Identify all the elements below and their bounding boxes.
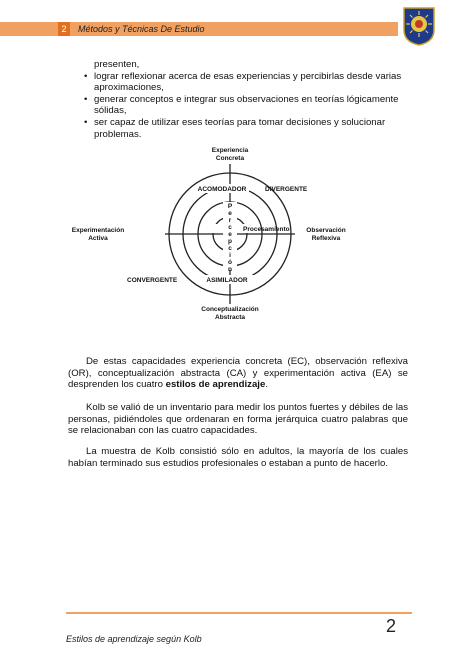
kolb-learning-cycle-diagram bbox=[60, 144, 400, 324]
paragraph-text: La muestra de Kolb consistió sólo en adultos, la mayoría de los cuales habían terminado sus estudios profesionales o estaban a punto de hacerlo. bbox=[68, 446, 408, 469]
paragraph-text: . bbox=[265, 379, 268, 391]
paragraph-inventory bbox=[68, 402, 408, 437]
perception-letter: e bbox=[228, 210, 232, 217]
university-crest-icon bbox=[402, 6, 436, 46]
paragraph-learning-styles bbox=[68, 356, 408, 391]
perception-letter: ó bbox=[228, 259, 232, 266]
perception-letter: P bbox=[227, 203, 233, 210]
pole-bottom-line2: Abstracta bbox=[215, 314, 245, 321]
pole-left-line1: Experimentación bbox=[71, 227, 125, 234]
footer-page-number: 2 bbox=[386, 616, 397, 636]
list-item: • generar conceptos e integrar sus observaciones en teorías lógicamente sólidas, bbox=[84, 94, 408, 117]
pole-right-line2: Reflexiva bbox=[311, 235, 341, 242]
paragraph-bold-term: estilos de aprendizaje bbox=[165, 379, 266, 391]
quadrant-bottom-right: ASIMILADOR bbox=[206, 277, 248, 284]
footer-divider bbox=[66, 612, 412, 614]
paragraph-text: Kolb se valió de un inventario para medir los puntos fuertes y débiles de las personas, pidiéndoles que ordenaran en forma jerárquica cuatro palabras que se relacionaban con las cuatro capacidades. bbox=[68, 402, 408, 437]
processing-label: Procesamiento bbox=[243, 226, 290, 233]
quadrant-bottom-left: CONVERGENTE bbox=[127, 277, 178, 284]
perception-letter: e bbox=[228, 231, 232, 238]
list-item: • lograr reflexionar acerca de esas experiencias y percibirlas desde varias aproximaciones, bbox=[84, 71, 408, 94]
header-page-number: 2 bbox=[58, 22, 70, 36]
quadrant-top-right: DIVERGENTE bbox=[265, 186, 308, 193]
quadrant-top-left: ACOMODADOR bbox=[197, 186, 247, 193]
perception-letter: c bbox=[228, 224, 232, 231]
perception-letter: i bbox=[229, 252, 231, 259]
paragraph-sample bbox=[68, 446, 408, 469]
perception-letter: p bbox=[228, 238, 232, 245]
perception-letter: n bbox=[228, 266, 232, 273]
capability-list bbox=[84, 59, 408, 140]
pole-right-line1: Observación bbox=[306, 227, 346, 234]
pole-top-line2: Concreta bbox=[215, 155, 245, 162]
pole-left-line2: Activa bbox=[88, 235, 108, 242]
page-header bbox=[0, 0, 474, 44]
perception-letter: r bbox=[228, 217, 232, 224]
list-item: • ser capaz de utilizar eses teorías para tomar decisiones y solucionar problemas. bbox=[84, 117, 408, 140]
pole-top-line1: Experiencia bbox=[211, 147, 249, 154]
list-continuation: presenten, bbox=[94, 59, 140, 70]
perception-letter: c bbox=[228, 245, 232, 252]
header-title: Métodos y Técnicas De Estudio bbox=[78, 24, 205, 34]
footer-title: Estilos de aprendizaje según Kolb bbox=[66, 634, 202, 644]
pole-bottom-line1: Conceptualización bbox=[201, 306, 259, 313]
paragraph-text: De estas capacidades experiencia concreta (EC), observación reflexiva (OR), conceptualización abstracta (CA) y experimentación activa (EA) se desprenden los cuatro bbox=[68, 356, 408, 391]
